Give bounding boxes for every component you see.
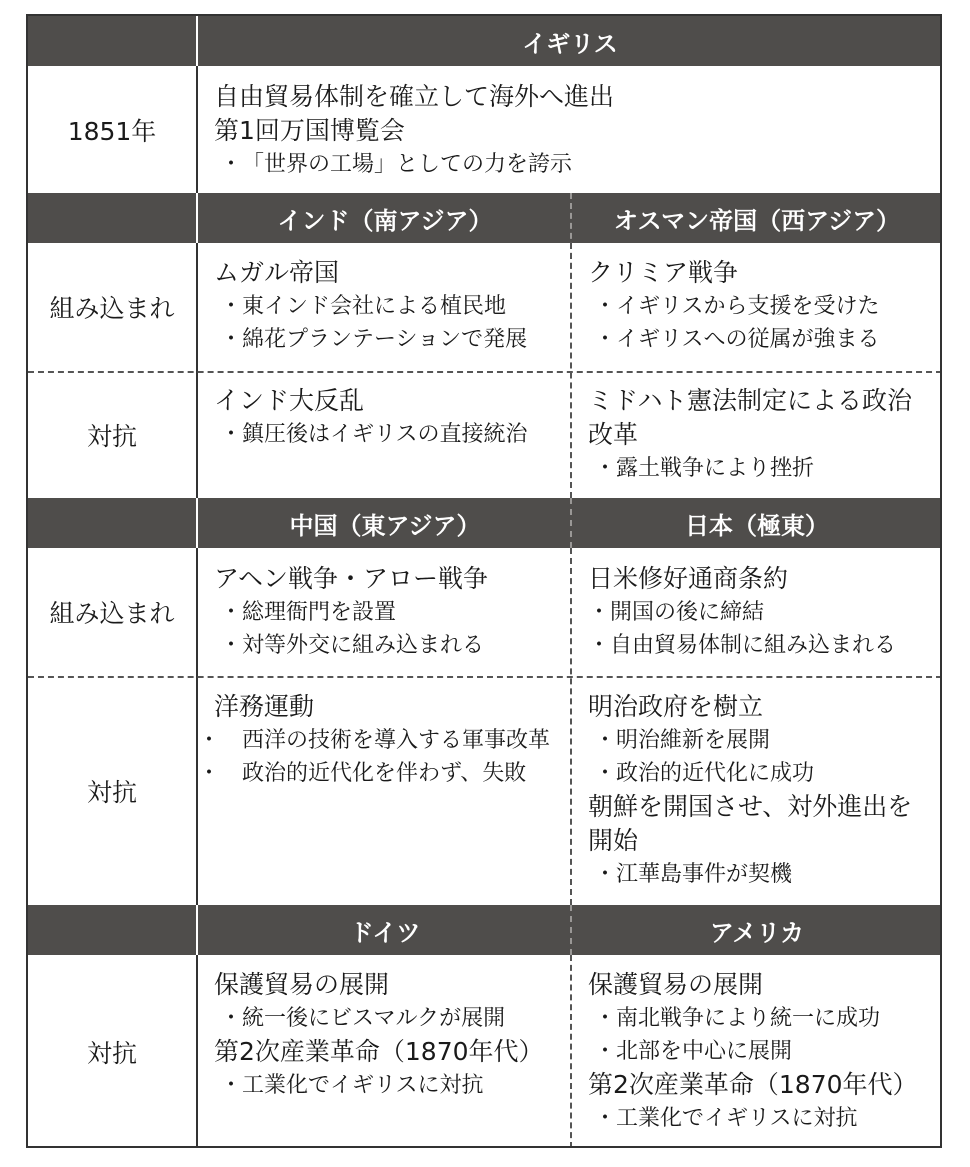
bullet-dot: ・ [220,633,243,658]
bullet-text: 自由貿易体制に組み込まれる [610,633,897,658]
bullet-dot: ・ [198,761,221,786]
cell-title: 日米修好通商条約 [588,564,789,593]
cell-title: 朝鮮を開国させ、対外進出を開始 [588,792,913,855]
bullet-dot: ・ [594,1039,617,1064]
cell-title: ムガル帝国 [214,258,340,287]
bullet-text: 工業化でイギリスに対抗 [242,1073,484,1098]
bullet-dot: ・ [220,1006,243,1031]
row-label-resistance: 対抗 [86,777,137,807]
bullet-dot: ・ [588,633,611,658]
cell-title: 改革 [588,420,639,449]
bullet-text: イギリスから支援を受けた [616,294,880,319]
row-label-resistance: 対抗 [86,421,137,451]
header-india: インド（南アジア） [277,206,493,235]
bullet-dot: ・ [588,600,611,625]
row-label-resistance: 対抗 [86,1038,137,1068]
cell-title: アヘン戦争・アロー戦争 [214,564,489,593]
bullet-dot: ・ [220,422,243,447]
cell-title: 洋務運動 [214,692,315,721]
cell-title: 第1回万国博覧会 [214,116,405,145]
header-america: アメリカ [709,918,805,947]
cell-title: 明治政府を樹立 [588,692,764,721]
cell-title: 自由貿易体制を確立して海外へ進出 [214,82,615,111]
table-frame [26,14,942,1148]
bullet-text: 鎮圧後はイギリスの直接統治 [242,422,528,447]
bullet-dot: ・ [594,456,617,481]
bullet-text: イギリスへの従属が強まる [616,327,880,352]
bullet-dot: ・ [220,152,243,177]
bullet-dot: ・ [220,294,243,319]
bullet-text: 西洋の技術を導入する軍事改革 [242,728,551,753]
row-label-1851: 1851年 [67,116,157,146]
bullet-text: 江華島事件が契機 [616,862,793,887]
bullet-dot: ・ [594,1006,617,1031]
bullet-dot: ・ [594,862,617,887]
bullet-dot: ・ [594,728,617,753]
cell-title: 保護貿易の展開 [214,970,390,999]
bullet-text: 総理衙門を設置 [242,600,397,625]
bullet-text: 政治的近代化を伴わず、失敗 [242,761,527,786]
cell-title: ミドハト憲法制定による政治 [588,386,913,415]
bullet-dot: ・ [594,761,617,786]
bullet-text: 明治維新を展開 [616,728,771,753]
bullet-text: 政治的近代化に成功 [616,761,815,786]
bullet-text: 北部を中心に展開 [616,1039,793,1064]
bullet-dot: ・ [220,1073,243,1098]
bullet-dot: ・ [594,294,617,319]
bullet-dot: ・ [220,327,243,352]
cell-title: 第2次産業革命（1870年代） [588,1070,918,1099]
row-label-incorporated: 組み込まれ [49,294,175,323]
bullet-text: 「世界の工場」としての力を誇示 [242,152,573,177]
bullet-text: 露土戦争により挫折 [616,456,815,481]
row-label-incorporated: 組み込まれ [49,599,175,628]
header-britain: イギリス [522,29,618,58]
cell-title: 第2次産業革命（1870年代） [214,1037,544,1066]
bullet-dot: ・ [220,600,243,625]
bullet-text: 工業化でイギリスに対抗 [616,1106,858,1131]
bullet-text: 南北戦争により統一に成功 [616,1006,881,1031]
bullet-text: 統一後にビスマルクが展開 [242,1006,506,1031]
header-ottoman: オスマン帝国（西アジア） [613,206,901,235]
cell-title: クリミア戦争 [588,258,739,287]
bullet-text: 綿花プランテーションで発展 [242,327,528,352]
bullet-dot: ・ [594,1106,617,1131]
header-germany: ドイツ [349,918,421,947]
bullet-text: 開国の後に締結 [610,600,765,625]
bullet-dot: ・ [594,327,617,352]
cell-title: 保護貿易の展開 [588,970,764,999]
cell-title: インド大反乱 [214,386,365,415]
bullet-text: 対等外交に組み込まれる [242,633,485,658]
bullet-text: 東インド会社による植民地 [242,294,507,319]
header-japan: 日本（極東） [685,511,829,540]
bullet-dot: ・ [198,728,221,753]
header-china: 中国（東アジア） [289,511,481,540]
